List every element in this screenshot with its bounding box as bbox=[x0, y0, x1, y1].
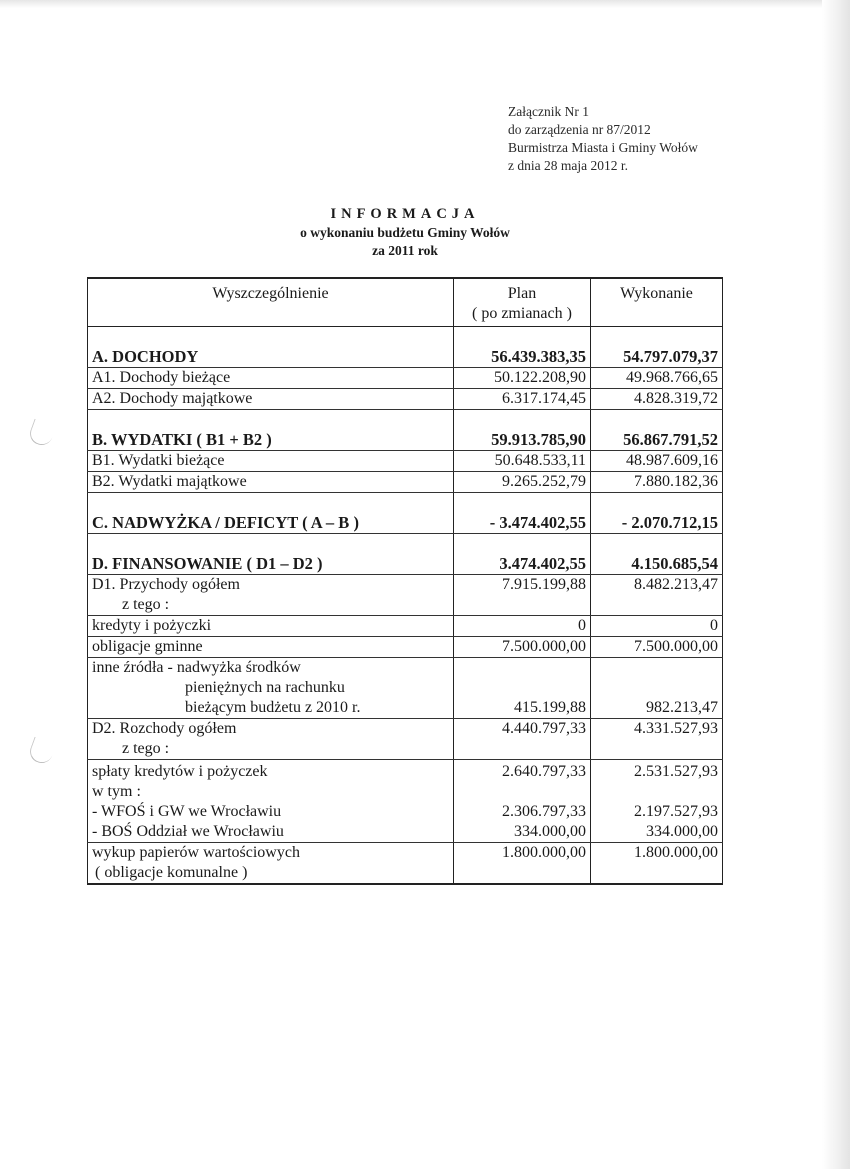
row-label: - BOŚ Oddział we Wrocławiu bbox=[88, 822, 454, 843]
row-plan: 2.306.797,33 bbox=[453, 802, 590, 822]
row-execution: 334.000,00 bbox=[591, 822, 723, 843]
row-sublabel: bieżącym budżetu z 2010 r. bbox=[185, 699, 361, 716]
table-row bbox=[88, 637, 723, 658]
table-row bbox=[88, 472, 723, 493]
row-plan: 415.199,88 bbox=[453, 658, 590, 719]
header-plan-label: Plan bbox=[507, 285, 537, 302]
table-row bbox=[88, 451, 723, 472]
row-plan: 7.500.000,00 bbox=[453, 637, 590, 658]
row-plan: 7.915.199,88 bbox=[453, 575, 590, 616]
table-row bbox=[88, 658, 723, 719]
row-execution: 982.213,47 bbox=[591, 658, 723, 719]
row-execution: 48.987.609,16 bbox=[591, 451, 723, 472]
row-label: B1. Wydatki bieżące bbox=[88, 451, 454, 472]
table-row bbox=[88, 368, 723, 389]
header-item: Wyszczególnienie bbox=[88, 278, 454, 327]
scan-edge-top bbox=[0, 0, 850, 8]
row-label-cell bbox=[88, 760, 454, 803]
row-execution: 4.331.527,93 bbox=[591, 719, 723, 760]
row-execution: 2.531.527,93 bbox=[591, 760, 723, 803]
row-plan: - 3.474.402,55 bbox=[453, 493, 590, 534]
row-label: kredyty i pożyczki bbox=[88, 616, 454, 637]
row-execution: 4.828.319,72 bbox=[591, 389, 723, 410]
table-row bbox=[88, 802, 723, 822]
row-label-cell bbox=[88, 658, 454, 719]
row-label: - WFOŚ i GW we Wrocławiu bbox=[88, 802, 454, 822]
table-row bbox=[88, 575, 723, 616]
row-plan: 0 bbox=[453, 616, 590, 637]
row-label: wykup papierów wartościowych bbox=[92, 844, 300, 861]
row-plan: 59.913.785,90 bbox=[453, 410, 590, 451]
table-header-row bbox=[88, 278, 723, 327]
attachment-ordinance: do zarządzenia nr 87/2012 bbox=[508, 122, 651, 137]
row-execution: 8.482.213,47 bbox=[591, 575, 723, 616]
row-plan: 6.317.174,45 bbox=[453, 389, 590, 410]
row-sublabel: ( obligacje komunalne ) bbox=[95, 864, 248, 881]
title-year: za 2011 rok bbox=[372, 243, 438, 258]
row-label: D1. Przychody ogółem bbox=[92, 576, 240, 593]
table-row bbox=[88, 719, 723, 760]
row-plan: 334.000,00 bbox=[453, 822, 590, 843]
header-execution: Wykonanie bbox=[591, 278, 723, 327]
row-execution: 4.150.685,54 bbox=[591, 534, 723, 575]
row-plan: 50.122.208,90 bbox=[453, 368, 590, 389]
table-row bbox=[88, 843, 723, 885]
row-execution: 54.797.079,37 bbox=[591, 327, 723, 368]
row-label: spłaty kredytów i pożyczek bbox=[92, 763, 268, 780]
header-plan bbox=[453, 278, 590, 327]
table-row bbox=[88, 616, 723, 637]
row-execution: 56.867.791,52 bbox=[591, 410, 723, 451]
row-plan: 2.640.797,33 bbox=[453, 760, 590, 803]
row-label: A1. Dochody bieżące bbox=[88, 368, 454, 389]
punch-hole-mark bbox=[27, 737, 56, 766]
row-plan: 50.648.533,11 bbox=[453, 451, 590, 472]
row-label: A. DOCHODY bbox=[88, 327, 454, 368]
row-plan: 3.474.402,55 bbox=[453, 534, 590, 575]
row-execution: 0 bbox=[591, 616, 723, 637]
row-execution: 1.800.000,00 bbox=[591, 843, 723, 885]
row-execution: 7.880.182,36 bbox=[591, 472, 723, 493]
punch-hole-mark bbox=[27, 419, 56, 448]
row-sublabel: z tego : bbox=[122, 740, 170, 757]
row-execution: 2.197.527,93 bbox=[591, 802, 723, 822]
row-label-cell bbox=[88, 575, 454, 616]
row-label: B2. Wydatki majątkowe bbox=[88, 472, 454, 493]
attachment-date: z dnia 28 maja 2012 r. bbox=[508, 158, 628, 173]
table-row bbox=[88, 822, 723, 843]
row-sublabel: pieniężnych na rachunku bbox=[185, 679, 345, 696]
row-sublabel: w tym : bbox=[92, 783, 141, 800]
header-plan-note: ( po zmianach ) bbox=[472, 305, 572, 322]
table-row bbox=[88, 534, 723, 575]
row-plan: 1.800.000,00 bbox=[453, 843, 590, 885]
row-label: A2. Dochody majątkowe bbox=[88, 389, 454, 410]
attachment-number: Załącznik Nr 1 bbox=[508, 104, 589, 119]
budget-table bbox=[87, 277, 723, 885]
row-label: obligacje gminne bbox=[88, 637, 454, 658]
table-row bbox=[88, 493, 723, 534]
title-subtitle: o wykonaniu budżetu Gminy Wołów bbox=[300, 225, 510, 240]
row-execution: - 2.070.712,15 bbox=[591, 493, 723, 534]
table-row bbox=[88, 410, 723, 451]
row-plan: 9.265.252,79 bbox=[453, 472, 590, 493]
table-row bbox=[88, 389, 723, 410]
row-label-cell bbox=[88, 843, 454, 885]
row-execution: 7.500.000,00 bbox=[591, 637, 723, 658]
row-sublabel: z tego : bbox=[122, 596, 170, 613]
document-title bbox=[200, 205, 610, 260]
row-label: C. NADWYŻKA / DEFICYT ( A – B ) bbox=[88, 493, 454, 534]
table-row bbox=[88, 327, 723, 368]
table-row bbox=[88, 760, 723, 803]
title-main: INFORMACJA bbox=[330, 206, 480, 222]
attachment-header bbox=[508, 103, 698, 175]
row-execution: 49.968.766,65 bbox=[591, 368, 723, 389]
row-label: D2. Rozchody ogółem bbox=[92, 720, 237, 737]
row-label: inne źródła - nadwyżka środków bbox=[92, 659, 301, 676]
row-label-cell bbox=[88, 719, 454, 760]
scan-edge-right bbox=[822, 0, 850, 1169]
row-label: B. WYDATKI ( B1 + B2 ) bbox=[88, 410, 454, 451]
row-plan: 56.439.383,35 bbox=[453, 327, 590, 368]
row-label: D. FINANSOWANIE ( D1 – D2 ) bbox=[88, 534, 454, 575]
row-plan: 4.440.797,33 bbox=[453, 719, 590, 760]
attachment-issuer: Burmistrza Miasta i Gminy Wołów bbox=[508, 140, 698, 155]
